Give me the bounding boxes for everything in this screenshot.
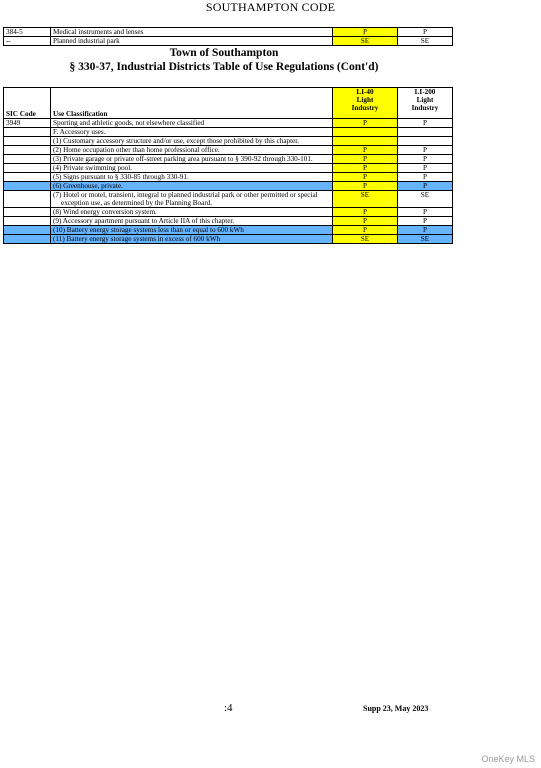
header-li40-line2: Light <box>356 96 374 104</box>
use-classification-cell: F. Accessory uses. <box>51 128 333 137</box>
li200-cell: P <box>398 217 453 226</box>
sic-code-cell <box>4 235 51 244</box>
sic-code-cell <box>4 208 51 217</box>
use-classification-cell: (5) Signs pursuant to § 330-85 through 330-91. <box>51 173 333 182</box>
table-row <box>4 37 453 46</box>
document-title: Town of Southampton <box>169 47 279 59</box>
top-use-table <box>3 27 453 46</box>
table-row <box>4 217 453 226</box>
table-row <box>4 28 453 37</box>
li200-cell: P <box>398 28 453 37</box>
li200-cell: P <box>398 208 453 217</box>
use-classification-cell: (8) Wind energy conversion system. <box>51 208 333 217</box>
use-classification-cell: (9) Accessory apartment pursuant to Article IIA of this chapter. <box>51 217 333 226</box>
table-row <box>4 208 453 217</box>
li40-cell: P <box>333 226 398 235</box>
use-classification-cell: (3) Private garage or private off-street parking area pursuant to § 390-92 through 330-101. <box>51 155 333 164</box>
sic-code-cell <box>4 173 51 182</box>
use-classification-cell: (7) Hotel or motel, transient, integral to planned industrial park or other permitted or special exception use, as determined by the Planning Board. <box>51 191 333 208</box>
sic-code-cell <box>4 146 51 155</box>
use-classification-cell: (10) Battery energy storage systems less than or equal to 600 kWh <box>51 226 333 235</box>
li40-cell: SE <box>333 191 398 208</box>
li40-cell: P <box>333 173 398 182</box>
sic-code-cell <box>4 217 51 226</box>
sic-code-cell <box>4 155 51 164</box>
li40-cell: P <box>333 155 398 164</box>
table-row <box>4 235 453 244</box>
table-row <box>4 155 453 164</box>
sic-code-cell <box>4 128 51 137</box>
table-row <box>4 226 453 235</box>
use-classification-cell: (6) Greenhouse, private. <box>51 182 333 191</box>
li200-cell: P <box>398 164 453 173</box>
running-header: SOUTHAMPTON CODE <box>205 0 336 14</box>
li40-cell: SE <box>333 235 398 244</box>
table-row <box>4 164 453 173</box>
sic-code-cell <box>4 182 51 191</box>
sic-code-cell: 3949 <box>4 119 51 128</box>
table-row <box>4 119 453 128</box>
li40-cell: P <box>333 146 398 155</box>
use-classification-cell: Medical instruments and lenses <box>51 28 333 37</box>
header-li200 <box>398 88 453 119</box>
use-classification-cell: (1) Customary accessory structure and/or use, except those prohibited by this chapter. <box>51 137 333 146</box>
use-classification-cell: Planned industrial park <box>51 37 333 46</box>
li200-cell: P <box>398 146 453 155</box>
header-li40 <box>333 88 398 119</box>
li40-cell <box>333 128 398 137</box>
li40-cell: P <box>333 28 398 37</box>
header-li40-line3: Industry <box>351 104 379 112</box>
li200-cell: P <box>398 226 453 235</box>
table-row <box>4 137 453 146</box>
li40-cell <box>333 137 398 146</box>
header-li200-line2: Light <box>416 96 434 104</box>
header-li40-line1: LI-40 <box>356 88 374 96</box>
li200-cell <box>398 128 453 137</box>
li200-cell: SE <box>398 235 453 244</box>
li40-cell: P <box>333 217 398 226</box>
table-row <box>4 182 453 191</box>
header-use-classification: Use Classification <box>51 88 333 119</box>
table-row <box>4 128 453 137</box>
li40-cell: P <box>333 182 398 191</box>
li200-cell: P <box>398 173 453 182</box>
use-classification-cell: (2) Home occupation other than home professional office. <box>51 146 333 155</box>
table-row <box>4 191 453 208</box>
sic-code-cell <box>4 164 51 173</box>
li40-cell: P <box>333 208 398 217</box>
header-li200-line1: LI-200 <box>414 88 436 96</box>
watermark: OneKey MLS <box>481 754 535 764</box>
li200-cell: P <box>398 155 453 164</box>
li200-cell: P <box>398 119 453 128</box>
li40-cell: P <box>333 119 398 128</box>
header-sic-code: SIC Code <box>4 88 51 119</box>
sic-code-cell: 384-5 <box>4 28 51 37</box>
document-subtitle: § 330-37, Industrial Districts Table of Use Regulations (Cont'd) <box>69 61 379 73</box>
sic-code-cell <box>4 137 51 146</box>
header-li200-line3: Industry <box>411 104 439 112</box>
sic-code-cell: -- <box>4 37 51 46</box>
table-header-row <box>4 88 453 119</box>
use-classification-cell: Sporting and athletic goods, not elsewhere classified <box>51 119 333 128</box>
use-classification-cell: (11) Battery energy storage systems in excess of 600 kWh <box>51 235 333 244</box>
li40-cell: SE <box>333 37 398 46</box>
use-regulations-table <box>3 87 453 244</box>
use-classification-cell: (4) Private swimming pool. <box>51 164 333 173</box>
li200-cell: P <box>398 182 453 191</box>
supplement-label: Supp 23, May 2023 <box>363 704 429 713</box>
page-number: :4 <box>224 702 233 714</box>
li200-cell: SE <box>398 191 453 208</box>
li40-cell: P <box>333 164 398 173</box>
li200-cell: SE <box>398 37 453 46</box>
table-row <box>4 146 453 155</box>
sic-code-cell <box>4 191 51 208</box>
li200-cell <box>398 137 453 146</box>
sic-code-cell <box>4 226 51 235</box>
table-row <box>4 173 453 182</box>
